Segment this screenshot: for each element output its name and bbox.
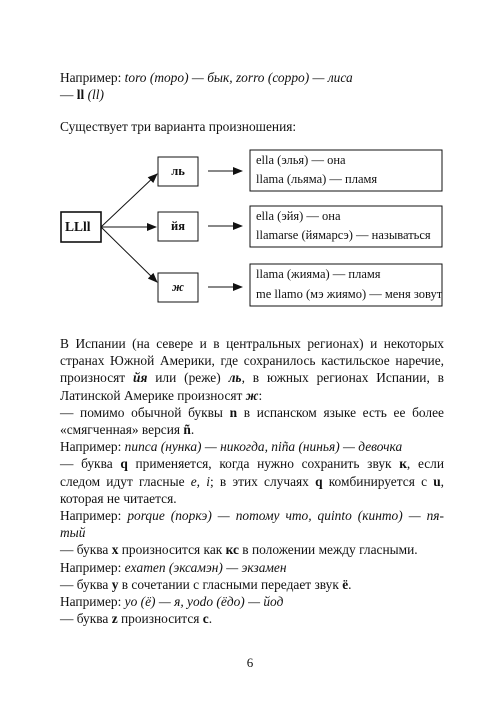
branch-arrow-bottom: [101, 227, 157, 282]
source-letters: LLll: [65, 219, 91, 234]
example-label: Например:: [60, 439, 122, 455]
sound-k: к: [399, 456, 407, 472]
translation: лиса: [327, 70, 353, 85]
variants-heading: Существует три варианта произношения:: [60, 119, 297, 134]
paragraph-text: , в южных регионах Испании, в Латинской Америке произносят: [60, 370, 444, 403]
paragraph-text: В Испании (на севере и в центральных регионах) и некоторых странах Южной Америки, где сохранилось кастильское наречие, произносят: [60, 336, 444, 386]
example-label: Например:: [60, 559, 122, 575]
letter-u: u: [433, 473, 441, 489]
letter-q: q: [315, 473, 323, 489]
letter-n: n: [229, 404, 238, 420]
sound-yo: ё: [342, 576, 349, 592]
example-label: Например:: [60, 508, 122, 524]
paragraph-text: — буква: [60, 611, 112, 627]
paragraph-text: произносится как: [118, 542, 226, 558]
paragraph-text: , которая не читается.: [60, 473, 445, 506]
dash: —: [60, 87, 74, 102]
paragraph-text: .: [348, 576, 352, 592]
sound-zh: ж: [172, 280, 184, 294]
example-label: Например:: [60, 70, 122, 85]
transcription: (торо): [149, 70, 189, 85]
example-text: тый: [60, 525, 86, 541]
letter-n-tilde: ñ: [183, 422, 191, 438]
letter-ll-transcription: (ll): [87, 87, 104, 102]
transcription: (сорро): [267, 70, 310, 85]
example-text: yo (ё) — я, yodo (ёдо) — йод: [124, 594, 284, 610]
letter-z: z: [111, 611, 118, 627]
paragraph-text: — помимо обычной буквы: [60, 404, 230, 420]
paragraph-text: в сочетании с гласными передает звук: [118, 576, 343, 592]
example-2-line-1: ella (эйя) — она: [256, 209, 341, 223]
sound-ks: кс: [225, 542, 239, 558]
paragraph-text: , если следом идут гласные: [60, 456, 445, 489]
sound-yia: йя: [133, 370, 148, 386]
paragraph-text: в положении между гласными.: [238, 542, 418, 558]
letter-y: y: [111, 576, 119, 592]
paragraph-text: комбинируется с: [322, 473, 434, 489]
paragraph-text: ; в этих случаях: [209, 473, 316, 489]
example-1-line-1: ella (элья) — она: [256, 153, 346, 167]
dash: —: [312, 70, 325, 85]
example-1-line-2: llama (льяма) — пламя: [256, 172, 378, 186]
letter-q: q: [120, 456, 128, 472]
sound-s: с: [202, 611, 209, 627]
example-2-line-2: llamarse (йямарсэ) — называться: [256, 228, 431, 242]
paragraph-text: — буква: [60, 576, 112, 592]
vowels-e-i: e, i: [190, 473, 210, 489]
letter-x: x: [111, 542, 119, 558]
paragraph-text: или (реже): [147, 370, 229, 386]
translation: бык,: [207, 70, 233, 85]
body-text: [60, 335, 444, 627]
example-text: nunca (нунка) — никогда, niña (нинья) — девочка: [124, 439, 403, 455]
paragraph-text: — буква: [60, 542, 112, 558]
sound-l-inline: ль: [228, 370, 242, 386]
sound-zh-inline: ж: [245, 387, 259, 403]
sound-l: ль: [171, 164, 185, 178]
paragraph-text: применяется, когда нужно сохранить звук: [127, 456, 400, 472]
paragraph-text: .: [190, 422, 195, 438]
paragraph-text: в испанском языке есть ее более «смягченная» версия: [60, 404, 444, 438]
example-label: Например:: [60, 594, 122, 610]
spanish-word: toro: [124, 70, 147, 85]
page-number: 6: [246, 655, 254, 670]
spanish-word: zorro: [235, 70, 265, 85]
example-text: porque (поркэ) — потому что, quinto (кинто) — пя-: [127, 508, 444, 524]
paragraph-text: — буква: [60, 456, 121, 472]
example-3-line-1: llama (жияма) — пламя: [256, 267, 381, 281]
example-text: examen (эксамэн) — экзамен: [124, 559, 287, 575]
dash: —: [191, 70, 204, 85]
paragraph-text: произносится: [117, 611, 203, 627]
letter-ll: ll: [76, 87, 85, 102]
paragraph-text: :: [258, 387, 263, 403]
example-3-line-2: me llamo (мэ жиямо) — меня зовут: [256, 287, 443, 301]
paragraph-text: .: [208, 611, 213, 627]
sound-y: йя: [171, 219, 185, 233]
branch-arrow-top: [101, 174, 157, 227]
